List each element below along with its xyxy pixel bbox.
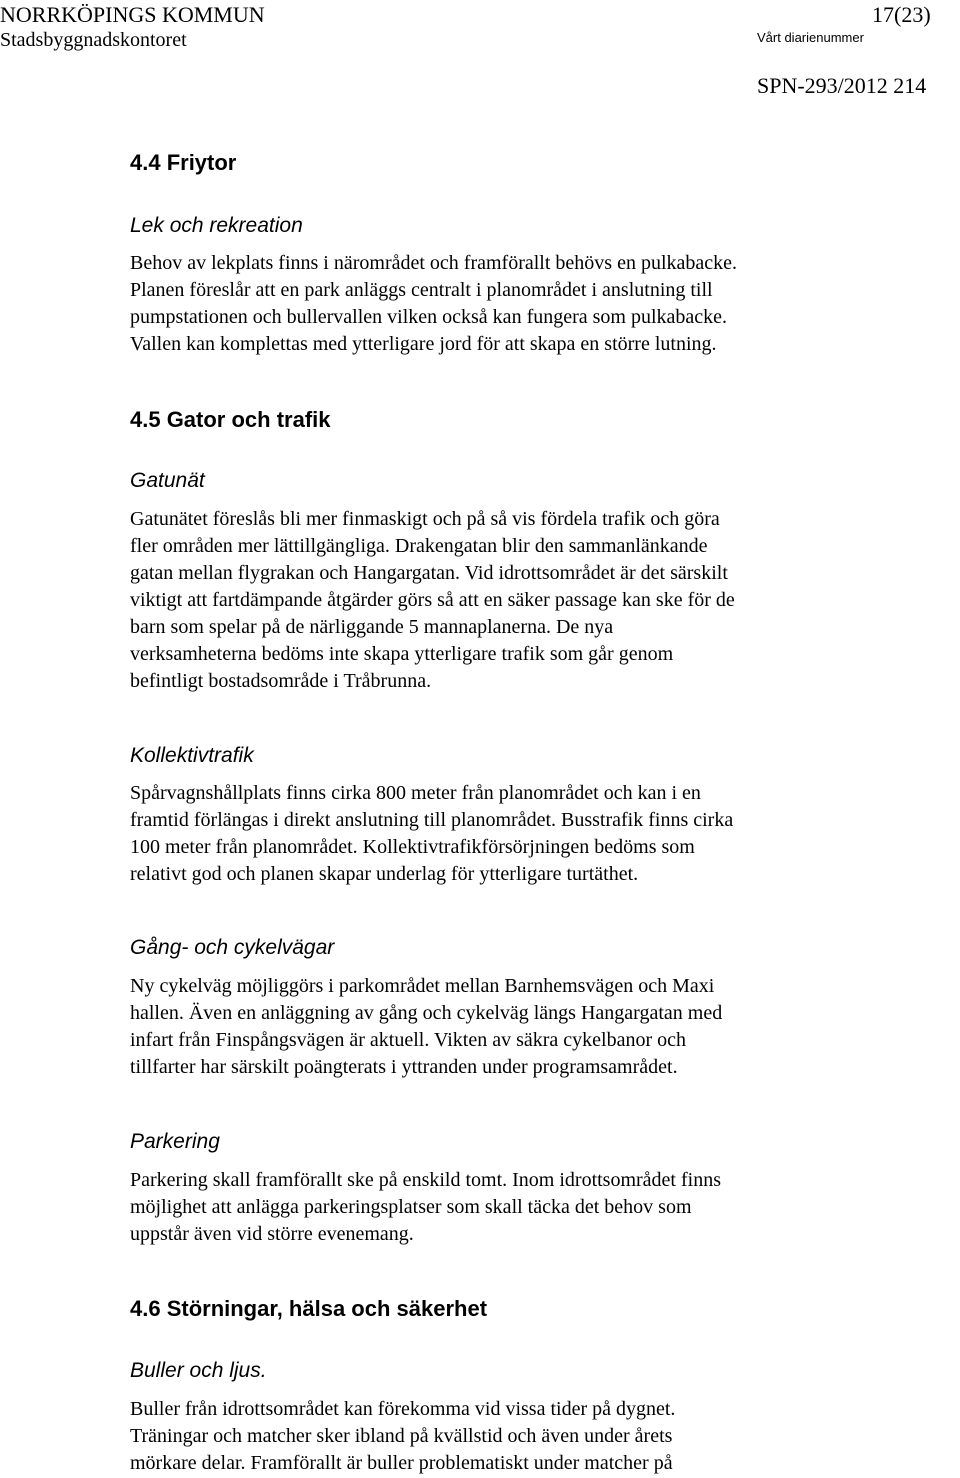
paragraph-line: 100 meter från planområdet. Kollektivtrafikförsörjningen bedöms som bbox=[130, 836, 695, 858]
paragraph-line: Spårvagnshållplats finns cirka 800 meter från planområdet och kan i en bbox=[130, 782, 701, 804]
office-name: Stadsbyggnadskontoret bbox=[0, 29, 187, 51]
paragraph-line: infart från Finspångsvägen är aktuell. Vikten av säkra cykelbanor och bbox=[130, 1029, 687, 1051]
paragraph-line: möjlighet att anlägga parkeringsplatser som skall täcka det behov som bbox=[130, 1196, 692, 1218]
paragraph-kollektivtrafik bbox=[130, 780, 733, 888]
paragraph-line: hallen. Även en anläggning av gång och cykelväg längs Hangargatan med bbox=[130, 1002, 723, 1024]
subheading-parkering: Parkering bbox=[130, 1130, 220, 1153]
paragraph-line: uppstår även vid större evenemang. bbox=[130, 1223, 414, 1245]
section-heading-friytor: 4.4 Friytor bbox=[130, 150, 237, 175]
paragraph-line: tillfarter har särskilt poängterats i yttranden under programsamrådet. bbox=[130, 1056, 678, 1078]
paragraph-line: Parkering skall framförallt ske på enskild tomt. Inom idrottsområdet finns bbox=[130, 1169, 721, 1191]
subheading-gatunat: Gatunät bbox=[130, 469, 205, 492]
reference-number: SPN-293/2012 214 bbox=[757, 73, 927, 98]
paragraph-line: Gatunätet föreslås bli mer finmaskigt och på så vis fördela trafik och göra bbox=[130, 508, 720, 530]
paragraph-buller-och-ljus bbox=[130, 1396, 675, 1477]
paragraph-line: Ny cykelväg möjliggörs i parkområdet mellan Barnhemsvägen och Maxi bbox=[130, 975, 715, 997]
page-number: 17(23) bbox=[872, 2, 931, 27]
paragraph-line: fler områden mer lättillgängliga. Drakengatan blir den sammanlänkande bbox=[130, 535, 708, 557]
paragraph-gang-och-cykelvagar bbox=[130, 973, 722, 1081]
subheading-lek-och-rekreation: Lek och rekreation bbox=[130, 214, 303, 237]
section-heading-gator-och-trafik: 4.5 Gator och trafik bbox=[130, 407, 331, 432]
subheading-kollektivtrafik: Kollektivtrafik bbox=[130, 744, 254, 767]
paragraph-line: Träningar och matcher sker ibland på kvällstid och även under årets bbox=[130, 1425, 673, 1447]
organization-name: NORRKÖPINGS KOMMUN bbox=[0, 2, 265, 27]
subheading-buller-och-ljus: Buller och ljus. bbox=[130, 1359, 267, 1382]
paragraph-gatunat bbox=[130, 506, 735, 695]
paragraph-line: relativt god och planen skapar underlag för ytterligare turtäthet. bbox=[130, 863, 639, 885]
paragraph-parkering bbox=[130, 1167, 721, 1248]
paragraph-lek-och-rekreation bbox=[130, 250, 737, 358]
reference-label: Vårt diarienummer bbox=[757, 30, 864, 45]
paragraph-line: framtid förlängas i direkt anslutning till planområdet. Busstrafik finns cirka bbox=[130, 809, 734, 831]
paragraph-line: gatan mellan flygrakan och Hangargatan. Vid idrottsområdet är det särskilt bbox=[130, 562, 728, 584]
paragraph-line: viktigt att fartdämpande åtgärder görs så att en säker passage kan ske för de bbox=[130, 589, 735, 611]
paragraph-line: pumpstationen och bullervallen vilken också kan fungera som pulkabacke. bbox=[130, 306, 728, 328]
paragraph-line: Buller från idrottsområdet kan förekomma vid vissa tider på dygnet. bbox=[130, 1398, 676, 1420]
paragraph-line: Vallen kan komplettas med ytterligare jord för att skapa en större lutning. bbox=[130, 333, 717, 355]
paragraph-line: verksamheterna bedöms inte skapa ytterligare trafik som går genom bbox=[130, 643, 674, 665]
paragraph-line: barn som spelar på de närliggande 5 mannaplanerna. De nya bbox=[130, 616, 614, 638]
subheading-gang-och-cykelvagar: Gång- och cykelvägar bbox=[130, 936, 335, 959]
paragraph-line: befintligt bostadsområde i Tråbrunna. bbox=[130, 670, 432, 692]
section-heading-storningar: 4.6 Störningar, hälsa och säkerhet bbox=[130, 1296, 488, 1321]
paragraph-line: Behov av lekplats finns i närområdet och framförallt behövs en pulkabacke. bbox=[130, 252, 738, 274]
paragraph-line: mörkare delar. Framförallt är buller problematiskt under matcher på bbox=[130, 1452, 673, 1474]
paragraph-line: Planen föreslår att en park anläggs centralt i planområdet i anslutning till bbox=[130, 279, 713, 301]
